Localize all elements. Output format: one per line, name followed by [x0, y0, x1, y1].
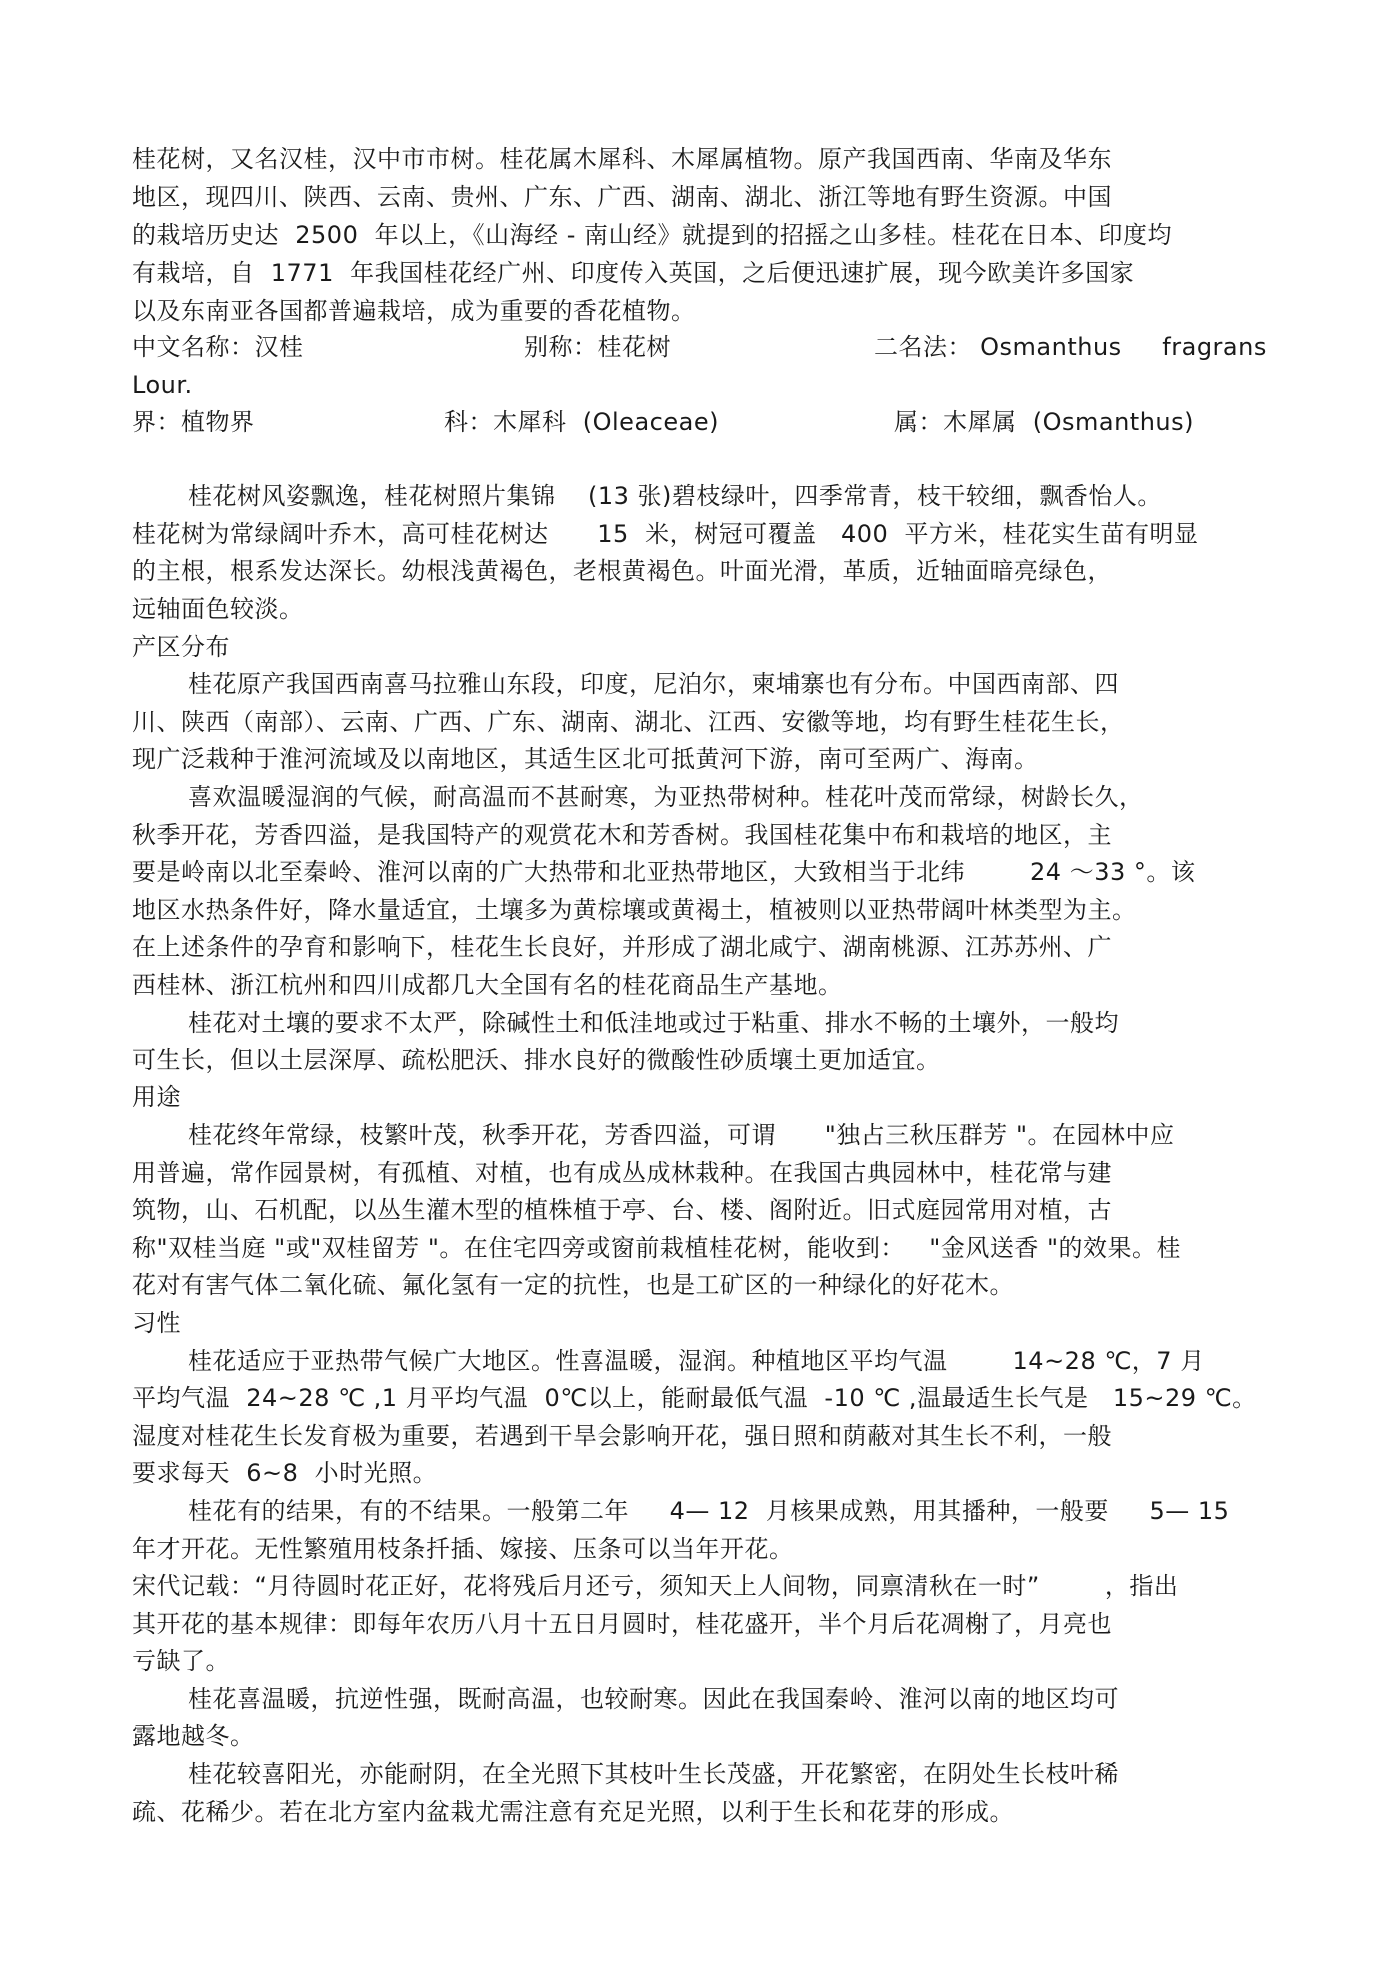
intro-line: 有栽培，自 1771 年我国桂花经广州、印度传入英国，之后便迅速扩展，现今欧美许多国家 [132, 259, 1135, 287]
distribution-line: 桂花原产我国西南喜马拉雅山东段，印度，尼泊尔，柬埔寨也有分布。中国西南部、四 [188, 670, 1119, 698]
heading-usage: 用途 [132, 1083, 181, 1111]
habit-line: 湿度对桂花生长发育极为重要，若遇到干旱会影响开花，强日照和荫蔽对其生长不利，一般 [132, 1422, 1112, 1450]
usage-line: 花对有害气体二氧化硫、氟化氢有一定的抗性，也是工矿区的一种绿化的好花木。 [132, 1271, 1014, 1299]
info-chinese-name: 中文名称：汉桂 [132, 333, 304, 361]
distribution-line: 地区水热条件好，降水量适宜，土壤多为黄棕壤或黄褐土，植被则以亚热带阔叶林类型为主。 [132, 896, 1137, 924]
distribution-line: 要是岭南以北至秦岭、淮河以南的广大热带和北亚热带地区，大致相当于北纬 24 ～33 °。该 [132, 858, 1196, 886]
habit-line: 宋代记载：“月待圆时花正好，花将残后月还亏，须知天上人间物，同禀清秋在一时” ，指出 [132, 1572, 1179, 1600]
info-binomial: 二名法： Osmanthus fragrans [874, 333, 1267, 361]
intro-line: 的栽培历史达 2500 年以上，《山海经 - 南山经》就提到的招摇之山多桂。桂花在日本、印度均 [132, 221, 1173, 249]
usage-line: 用普遍，常作园景树，有孤植、对植，也有成丛成林栽种。在我国古典园林中，桂花常与建 [132, 1159, 1112, 1187]
intro-line: 桂花树，又名汉桂，汉中市市树。桂花属木犀科、木犀属植物。原产我国西南、华南及华东 [132, 145, 1112, 173]
info-alias: 别称：桂花树 [524, 333, 671, 361]
heading-distribution: 产区分布 [132, 633, 230, 661]
habit-line: 亏缺了。 [132, 1647, 230, 1675]
intro-line: 地区，现四川、陕西、云南、贵州、广东、广西、湖南、湖北、浙江等地有野生资源。中国 [132, 183, 1112, 211]
heading-habit: 习性 [132, 1309, 181, 1337]
intro-line: 以及东南亚各国都普遍栽培，成为重要的香花植物。 [132, 297, 696, 325]
distribution-line: 西桂林、浙江杭州和四川成都几大全国有名的桂花商品生产基地。 [132, 971, 843, 999]
info-genus: 属：木犀属 (Osmanthus) [894, 408, 1195, 436]
habit-line: 平均气温 24~28 ℃ ,1 月平均气温 0℃以上，能耐最低气温 -10 ℃ ,温最适生长气是 15~29 ℃。 [132, 1384, 1257, 1412]
habit-line: 桂花适应于亚热带气候广大地区。性喜温暖，湿润。种植地区平均气温 14~28 ℃，7 月 [188, 1347, 1205, 1375]
desc-line: 远轴面色较淡。 [132, 595, 304, 623]
habit-line: 桂花喜温暖，抗逆性强，既耐高温，也较耐寒。因此在我国秦岭、淮河以南的地区均可 [188, 1685, 1119, 1713]
habit-line: 桂花较喜阳光，亦能耐阴，在全光照下其枝叶生长茂盛，开花繁密，在阴处生长枝叶稀 [188, 1760, 1119, 1788]
habit-line: 要求每天 6~8 小时光照。 [132, 1459, 438, 1487]
info-kingdom: 界：植物界 [132, 408, 255, 436]
distribution-line: 喜欢温暖湿润的气候，耐高温而不甚耐寒，为亚热带树种。桂花叶茂而常绿，树龄长久， [188, 783, 1144, 811]
desc-line: 桂花树风姿飘逸，桂花树照片集锦 (13 张)碧枝绿叶，四季常青，枝干较细，飘香怡人。 [188, 482, 1162, 510]
info-family: 科：木犀科 (Oleaceae) [444, 408, 719, 436]
usage-line: 称"双桂当庭 "或"双桂留芳 "。在住宅四旁或窗前栽植桂花树，能收到： "金风送香 "的效果。桂 [132, 1234, 1182, 1262]
info-binomial-cont: Lour. [132, 371, 193, 399]
habit-line: 年才开花。无性繁殖用枝条扦插、嫁接、压条可以当年开花。 [132, 1535, 794, 1563]
habit-line: 露地越冬。 [132, 1722, 255, 1750]
desc-line: 的主根，根系发达深长。幼根浅黄褐色，老根黄褐色。叶面光滑，革质，近轴面暗亮绿色， [132, 557, 1112, 585]
habit-line: 疏、花稀少。若在北方室内盆栽尤需注意有充足光照，以利于生长和花芽的形成。 [132, 1798, 1014, 1826]
distribution-line: 秋季开花，芳香四溢，是我国特产的观赏花木和芳香树。我国桂花集中布和栽培的地区，主 [132, 821, 1112, 849]
distribution-line: 现广泛栽种于淮河流域及以南地区，其适生区北可抵黄河下游，南可至两广、海南。 [132, 745, 1039, 773]
habit-line: 桂花有的结果，有的不结果。一般第二年 4— 12 月核果成熟，用其播种，一般要 5— 15 [188, 1497, 1230, 1525]
distribution-line: 可生长，但以土层深厚、疏松肥沃、排水良好的微酸性砂质壤土更加适宜。 [132, 1046, 941, 1074]
distribution-line: 在上述条件的孕育和影响下，桂花生长良好，并形成了湖北咸宁、湖南桃源、江苏苏州、广 [132, 933, 1112, 961]
usage-line: 筑物，山、石机配，以丛生灌木型的植株植于亭、台、楼、阁附近。旧式庭园常用对植，古 [132, 1196, 1112, 1224]
distribution-line: 桂花对土壤的要求不太严，除碱性土和低洼地或过于粘重、排水不畅的土壤外，一般均 [188, 1009, 1119, 1037]
distribution-line: 川、陕西（南部）、云南、广西、广东、湖南、湖北、江西、安徽等地，均有野生桂花生长， [132, 708, 1125, 736]
desc-line: 桂花树为常绿阔叶乔木，高可桂花树达 15 米，树冠可覆盖 400 平方米，桂花实生苗有明显 [132, 520, 1199, 548]
usage-line: 桂花终年常绿，枝繁叶茂，秋季开花，芳香四溢，可谓 "独占三秋压群芳 "。在园林中应 [188, 1121, 1175, 1149]
habit-line: 其开花的基本规律：即每年农历八月十五日月圆时，桂花盛开，半个月后花凋榭了，月亮也 [132, 1610, 1112, 1638]
